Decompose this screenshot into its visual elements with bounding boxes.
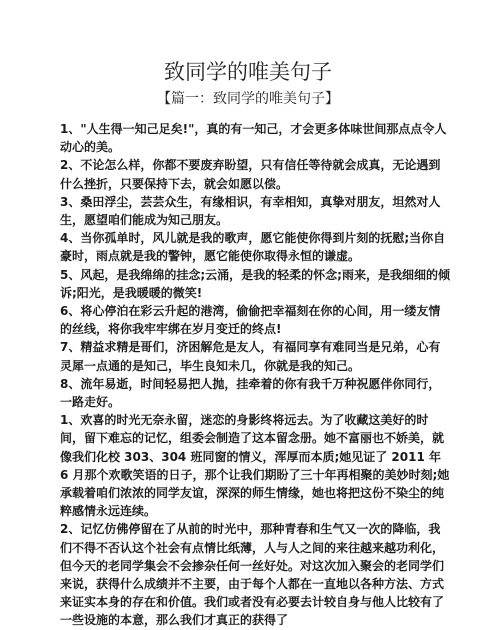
- document-body: [60, 120, 450, 630]
- document-title: 致同学的唯美句子: [164, 60, 332, 84]
- paragraph: 3、桑田浮尘，芸芸众生，有缘相识，有幸相知，真挚对朋友，坦然对人生，愿望咱们能成为知己朋友。: [60, 194, 441, 228]
- paragraph: 4、当你孤单时，风儿就是我的歌声，愿它能使你得到片刻的抚慰;当你自豪时，雨点就是我的警钟，愿它能使你取得永恒的谦虚。: [60, 231, 446, 264]
- paragraph: 8、流年易逝，时间轻易把人抛，挂牵着的你有我千万种祝愿伴你同行，一路走好。: [60, 376, 441, 410]
- paragraph: 5、风起，是我绵绵的挂念;云涌，是我的轻柔的怀念;雨来，是我细细的倾诉;阳光，是我暖暖的微笑!: [60, 267, 450, 300]
- paragraph: 2、不论怎么样，你都不要废弃盼望，只有信任等待就会成真，无论遇到什么挫折，只要保持下去，就会如愿以偿。: [60, 158, 441, 191]
- paragraph: 1、欢喜的时光无奈永留，迷恋的身影终将远去。为了收藏这美好的时间，留下难忘的记忆，组委会制造了这本留念册。她不富丽也不娇美，就像我们化校 303、304 班同窗的情义，浑厚而本质;她见证了 2011 年 6 月那个欢歌笑语的日子，那个让我们期盼了三十年再相聚的美妙时刻;她承载着咱们浓浓的同学友谊，深深的师生情缘，她也将把这份不染尘的纯粹感情永远连续。: [60, 413, 450, 519]
- paragraph: 7、精益求精是哥们，济困解危是友人，有福同享有难同当是兄弟，心有灵犀一点通的是知己，毕生良知未几，你就是我的知己。: [60, 340, 441, 373]
- document-subtitle: 【篇一：致同学的唯美句子】: [157, 91, 339, 107]
- paragraph: 1、"人生得一知己足矣!"，真的有一知己，才会更多体味世间那点点令人动心的美。: [60, 122, 447, 155]
- paragraph: 6、将心停泊在彩云升起的港湾，偷偷把幸福刻在你的心间，用一缕友情的丝线，将你我牢牢绑在岁月变迁的终点!: [60, 304, 441, 337]
- paragraph: 2、记忆仿佛停留在了从前的时光中，那种青春和生气又一次的降临，我们不得不否认这个社会有点情比纸薄，人与人之间的来往越来越功利化，但今天的老同学集会不会掺杂任何一丝好处。对这次加入聚会的老同学们来说，获得什么成绩并不主要，由于每个人都在一直地以各种方法、方式来证实本身的存在和价值。我们或者没有必要去计较自身与他人比较有了一些设施的本意，那么我们才真正的获得了: [60, 522, 445, 628]
